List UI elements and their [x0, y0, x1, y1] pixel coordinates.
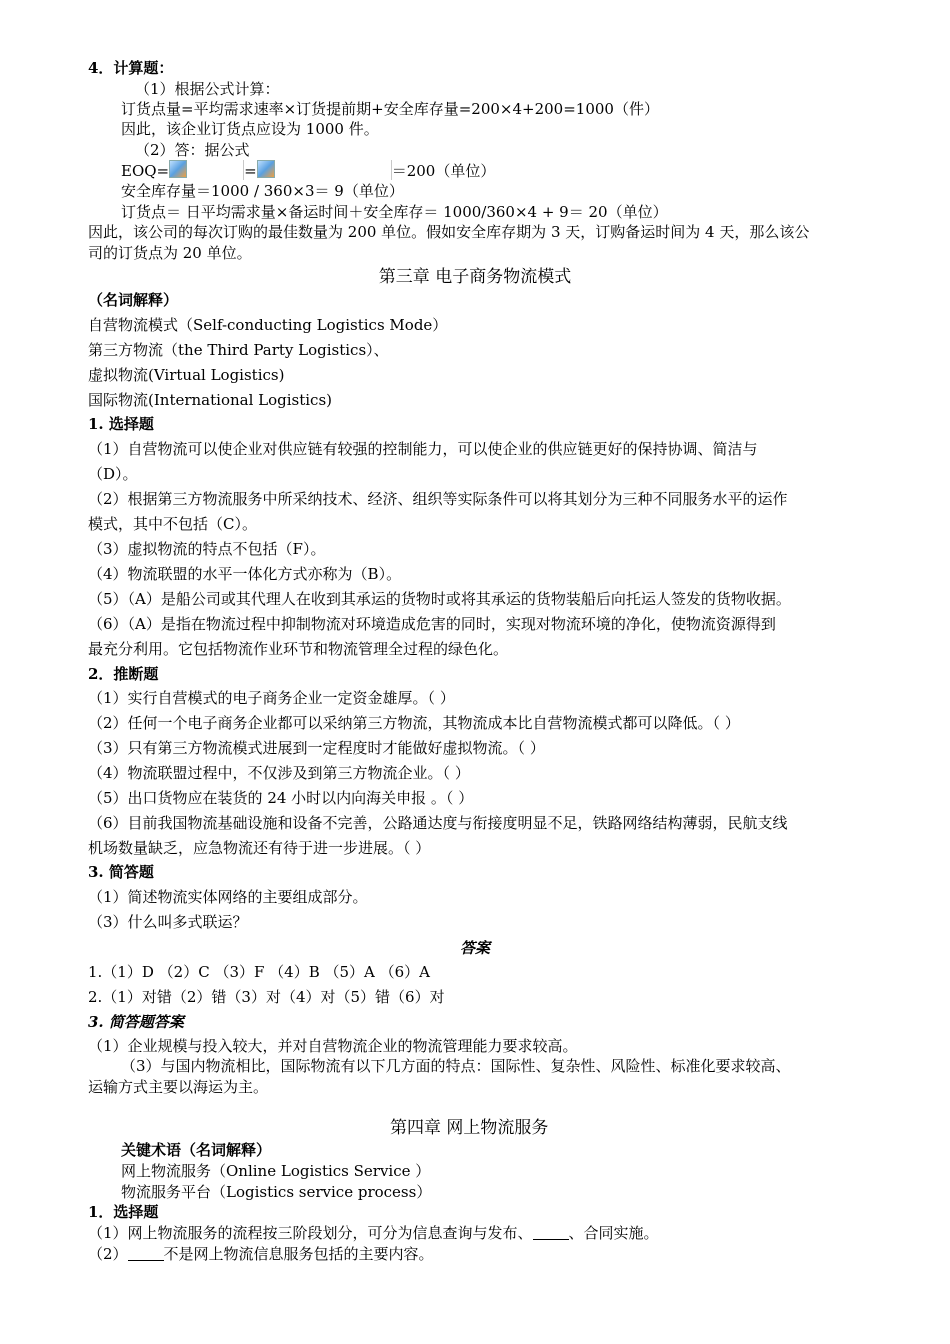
q1-text-a: （1）网上物流服务的流程按三阶段划分，可分为信息查询与发布、	[88, 1224, 533, 1242]
ch3-choice-line: （1）自营物流可以使企业对供应链有较强的控制能力，可以使企业的供应链更好的保持协调、简洁与	[88, 440, 758, 458]
eoq-eq: =	[244, 162, 257, 180]
ch3-short-heading: 3. 简答题	[88, 863, 154, 881]
ch3-choice-line: 最充分利用。它包括物流作业环节和物流管理全过程的绿色化。	[88, 640, 509, 658]
ch3-judge-line: （1）实行自营模式的电子商务企业一定资金雄厚。（ ）	[88, 689, 455, 707]
ch4-terms-heading: 关键术语（名词解释）	[121, 1141, 272, 1159]
ch4-choice-heading: 1．选择题	[88, 1203, 159, 1221]
calc-p2-title: （2）答：据公式	[135, 141, 250, 159]
eoq-line	[121, 160, 495, 181]
calc-p1-result: 因此，该企业订货点应设为 1000 件。	[121, 120, 379, 138]
ch3-term: 国际物流(International Logistics)	[88, 391, 333, 409]
calc-safety: 安全库存量＝1000 / 360×3＝ 9（单位）	[121, 182, 404, 200]
ch3-judge-line: 机场数量缺乏，应急物流还有待于进一步进展。（ ）	[88, 839, 431, 857]
ch3-choice-line: （D）。	[88, 465, 138, 483]
ch3-judge-line: （4）物流联盟过程中，不仅涉及到第三方物流企业。（ ）	[88, 764, 470, 782]
q2-text-b: 不是网上物流信息服务包括的主要内容。	[163, 1245, 434, 1263]
ch3-choice-heading: 1. 选择题	[88, 415, 154, 433]
ch3-terms-heading: （名词解释）	[88, 291, 179, 309]
answer-choice: 1.（1）D （2）C （3）F （4）B （5）A （6）A	[88, 963, 431, 981]
q1-text-b: 、合同实施。	[568, 1224, 659, 1242]
ch3-choice-line: 模式，其中不包括（C）。	[88, 515, 257, 533]
ch3-choice-line: （5）（A）是船公司或其代理人在收到其承运的货物时或将其承运的货物装船后向托运人签发的货物收据。	[88, 590, 791, 608]
broken-image-icon	[257, 160, 275, 178]
short-answer-3a: （3）与国内物流相比，国际物流有以下几方面的特点：国际性、复杂性、风险性、标准化要求较高、	[121, 1057, 791, 1075]
ch4-term-1: 网上物流服务（Online Logistics Service ）	[121, 1162, 431, 1180]
calc-p1-formula: 订货点量=平均需求速率×订货提前期+安全库存量=200×4+200=1000（件）	[121, 100, 659, 118]
ch3-judge-line: （2）任何一个电子商务企业都可以采纳第三方物流，其物流成本比自营物流模式都可以降低。（ ）	[88, 714, 740, 732]
answer-judge: 2.（1）对错（2）错（3）对（4）对（5）错（6）对	[88, 988, 445, 1006]
fill-blank	[128, 1246, 164, 1261]
ch3-choice-line: （3）虚拟物流的特点不包括（F）。	[88, 540, 326, 558]
ch3-judge-line: （5）出口货物应在装货的 24 小时以内向海关申报 。（ ）	[88, 789, 474, 807]
ch3-term: 虚拟物流(Virtual Logistics)	[88, 366, 285, 384]
ch4-term-2: 物流服务平台（Logistics service process）	[121, 1183, 432, 1201]
answer-title: 答案	[460, 939, 491, 957]
calc-heading: 4．计算题：	[88, 59, 174, 77]
short-answer-1: （1）企业规模与投入较大，并对自营物流企业的物流管理能力要求较高。	[88, 1037, 578, 1055]
ch3-term: 自营物流模式（Self-conducting Logistics Mode）	[88, 316, 448, 334]
ch4-choice-q1	[88, 1223, 659, 1243]
chapter-4-title: 第四章 网上物流服务	[390, 1118, 549, 1138]
chapter-3-title: 第三章 电子商务物流模式	[378, 267, 572, 287]
q2-text-a: （2）	[88, 1245, 128, 1263]
eoq-result: ＝200（单位）	[391, 162, 496, 180]
fill-blank	[533, 1225, 569, 1240]
eoq-prefix: EOQ=	[121, 162, 170, 180]
ch3-term: 第三方物流（the Third Party Logistics）、	[88, 341, 389, 359]
short-answer-heading: 3. 简答题答案	[88, 1013, 184, 1031]
ch3-choice-line: （6）（A）是指在物流过程中抑制物流对环境造成危害的同时，实现对物流环境的净化，使物流资源得到	[88, 615, 776, 633]
calc-p1-title: （1）根据公式计算：	[135, 80, 280, 98]
short-answer-3b: 运输方式主要以海运为主。	[88, 1078, 269, 1096]
broken-image-icon	[169, 160, 187, 178]
ch3-choice-line: （4）物流联盟的水平一体化方式亦称为（B）。	[88, 565, 402, 583]
ch4-choice-q2	[88, 1244, 434, 1264]
calc-conclusion-2: 司的订货点为 20 单位。	[88, 244, 252, 262]
ch3-short-line: （1）简述物流实体网络的主要组成部分。	[88, 888, 368, 906]
ch3-short-line: （3）什么叫多式联运？	[88, 913, 248, 931]
ch3-judge-heading: 2．推断题	[88, 665, 159, 683]
ch3-judge-line: （3）只有第三方物流模式进展到一定程度时才能做好虚拟物流。（ ）	[88, 739, 545, 757]
calc-reorder: 订货点＝ 日平均需求量×备运时间＋安全库存＝ 1000/360×4 + 9＝ 20（单位）	[121, 203, 668, 221]
calc-conclusion-1: 因此，该公司的每次订购的最佳数量为 200 单位。假如安全库存期为 3 天，订购备运时间为 4 天，那么该公	[88, 223, 810, 241]
ch3-choice-line: （2）根据第三方物流服务中所采纳技术、经济、组织等实际条件可以将其划分为三种不同服务水平的运作	[88, 490, 788, 508]
ch3-judge-line: （6）目前我国物流基础设施和设备不完善，公路通达度与衔接度明显不足，铁路网络结构薄弱，民航支线	[88, 814, 788, 832]
